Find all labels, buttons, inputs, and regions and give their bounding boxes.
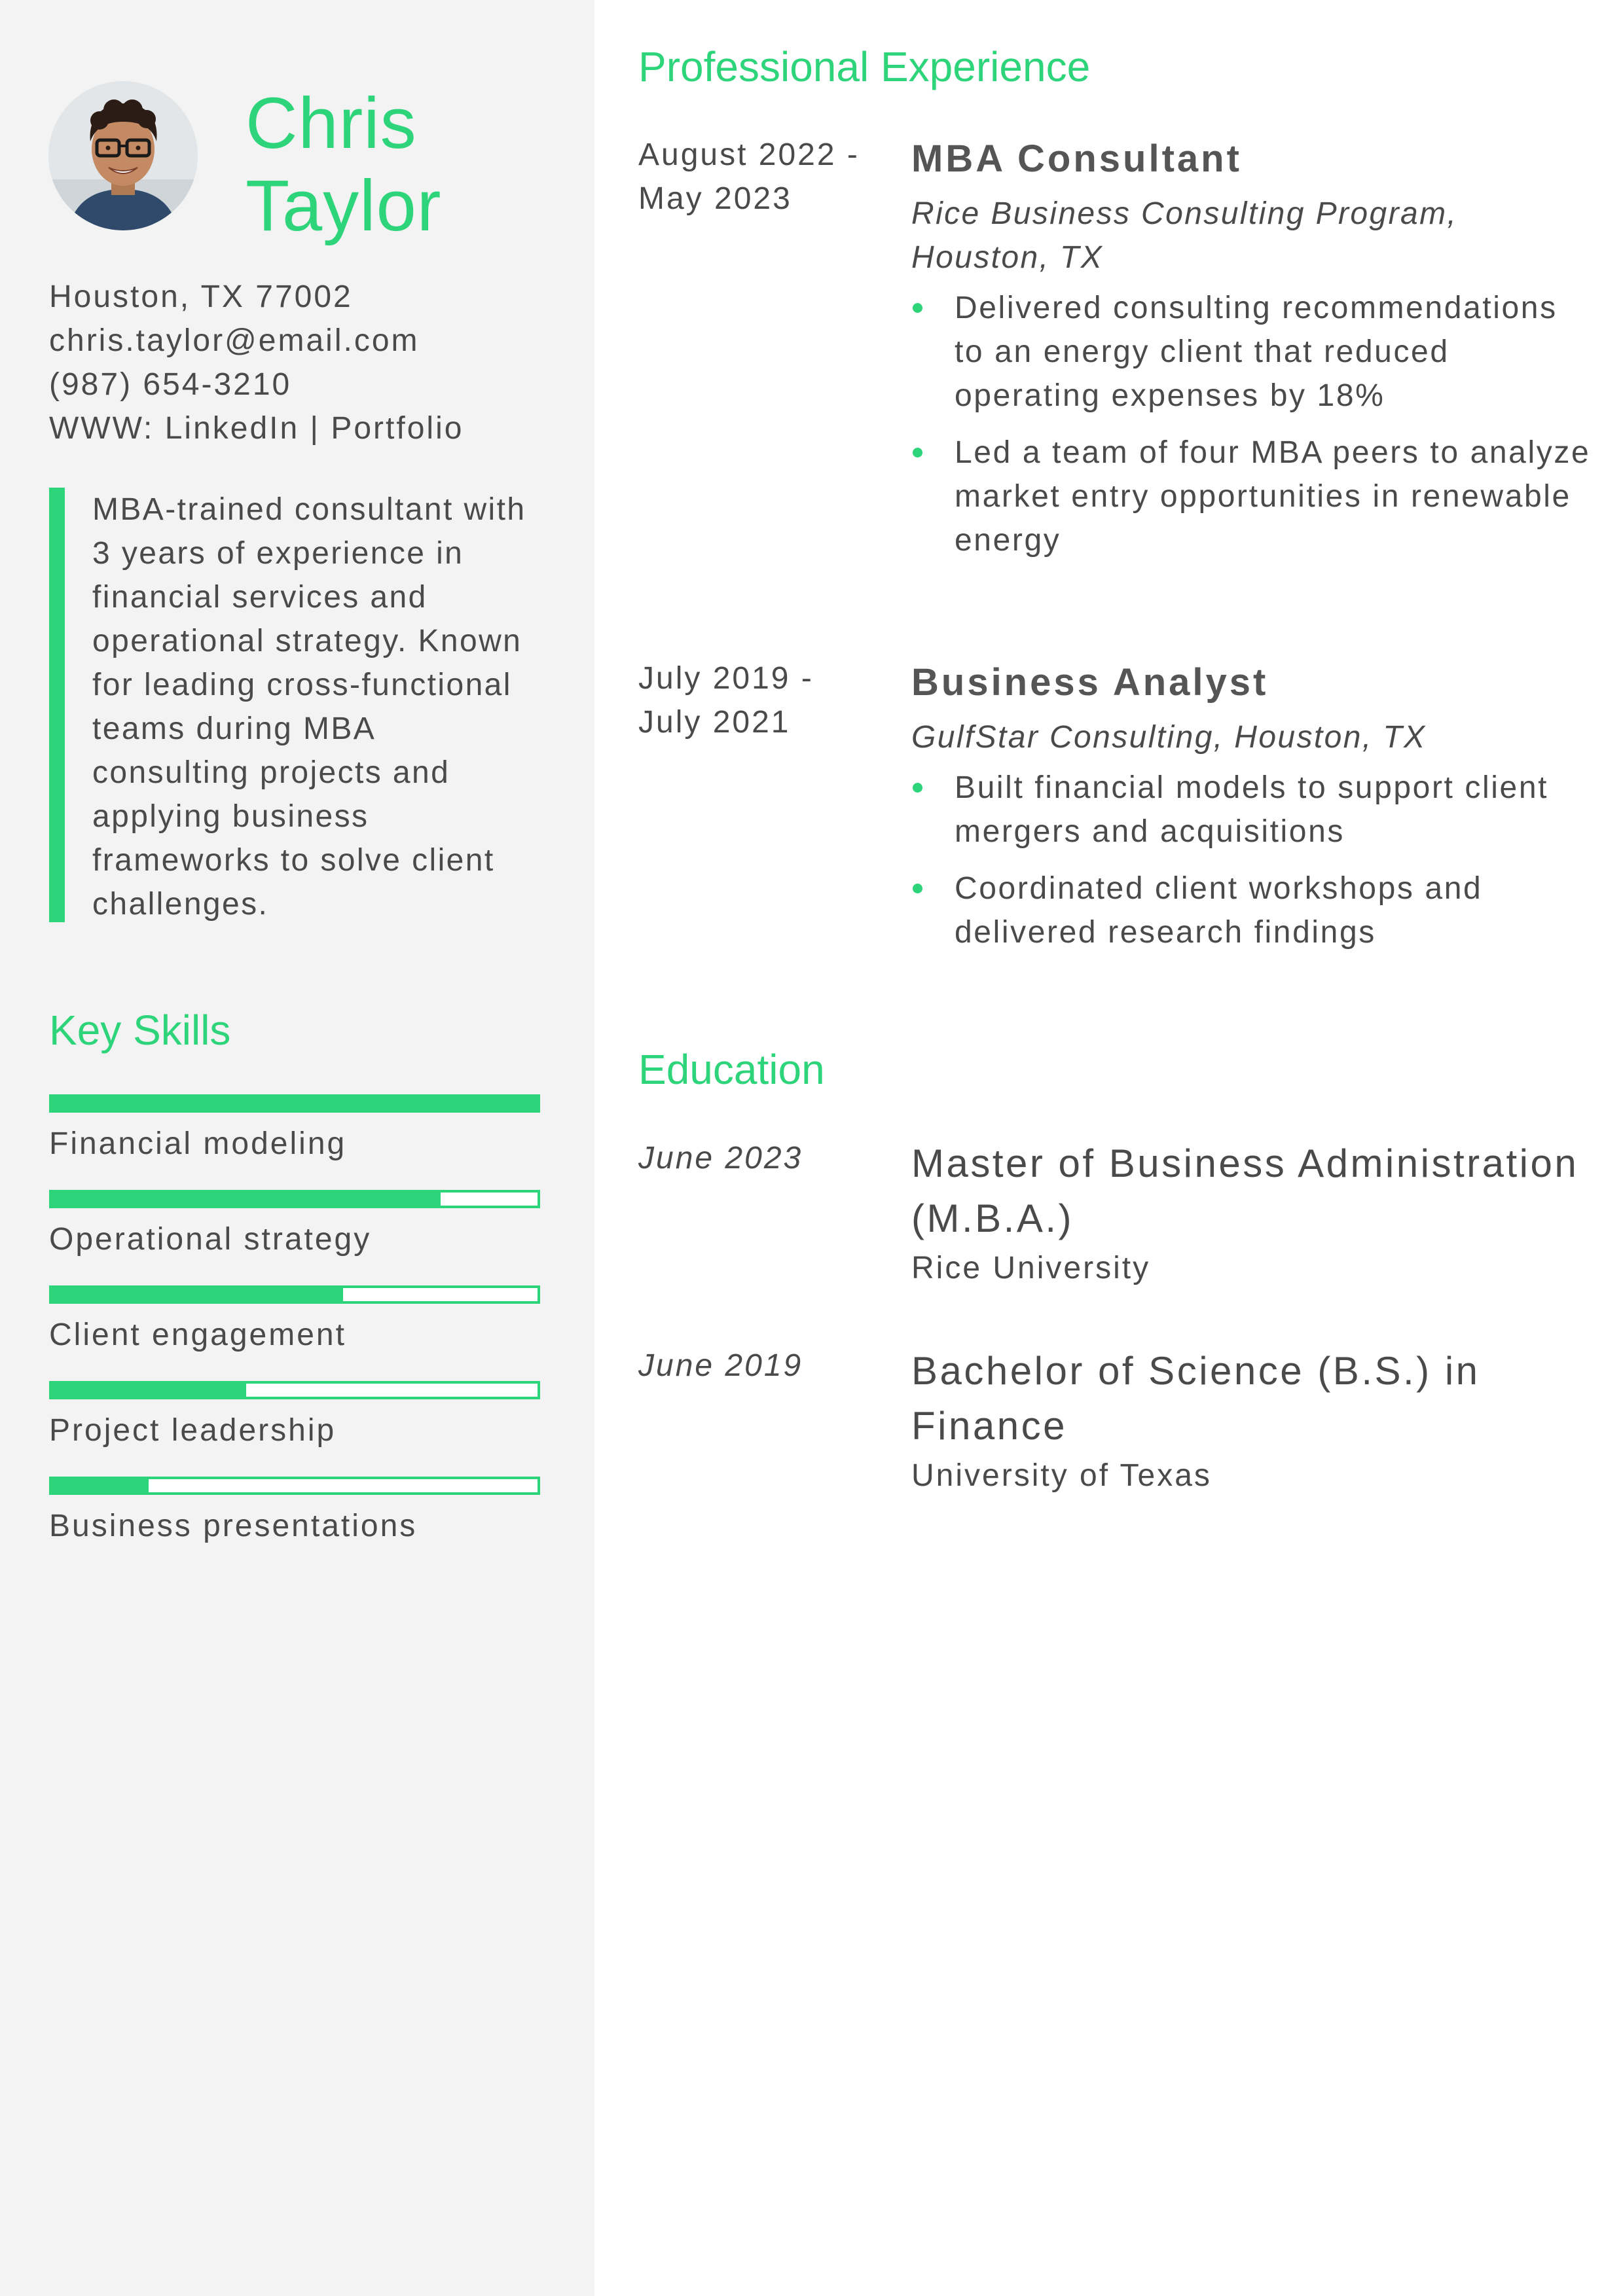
education-heading: Education — [638, 1046, 825, 1093]
first-name: Chris — [246, 83, 417, 164]
job-bullets — [911, 766, 1594, 954]
skill-level-fill — [52, 1097, 538, 1110]
job-date: July 2019 - July 2021 — [638, 661, 814, 740]
experience-heading: Professional Experience — [638, 43, 1091, 90]
education-date: June 2019 — [638, 1348, 803, 1383]
skill-level-fill — [52, 1193, 441, 1206]
email[interactable]: chris.taylor@email.com — [49, 323, 420, 358]
sidebar — [0, 0, 594, 2296]
list-item — [911, 766, 1594, 853]
education-body — [911, 1344, 1594, 1498]
bullet-dot-icon — [913, 884, 922, 893]
summary-block — [49, 488, 562, 922]
skill-level-bar — [49, 1094, 540, 1113]
profile-photo-icon — [48, 81, 198, 230]
contact-info — [49, 275, 464, 450]
list-item — [911, 867, 1594, 954]
job-body — [911, 133, 1594, 575]
main-content — [594, 0, 1623, 2296]
skill-item — [49, 1477, 540, 1572]
skill-level-bar — [49, 1285, 540, 1304]
skill-label: Financial modeling — [49, 1126, 347, 1161]
job-date: August 2022 - May 2023 — [638, 137, 860, 216]
school: University of Texas — [911, 1458, 1212, 1493]
list-item — [911, 431, 1594, 562]
skill-label: Client engagement — [49, 1318, 346, 1352]
skill-item — [49, 1381, 540, 1477]
school: Rice University — [911, 1251, 1151, 1285]
summary-text: MBA-trained consultant with 3 years of experience in financial services and operational strategy. Known for leading cross-functional teams during MBA consulting projects and applying business frameworks to solve client challenges. — [92, 492, 526, 922]
skill-level-fill — [52, 1384, 246, 1397]
skill-level-bar — [49, 1477, 540, 1495]
skills-heading: Key Skills — [49, 1007, 231, 1054]
skill-level-bar — [49, 1381, 540, 1399]
degree: Master of Business Administration (M.B.A.) — [911, 1141, 1579, 1240]
web-links[interactable]: WWW: LinkedIn | Portfolio — [49, 411, 464, 446]
bullet-text: Led a team of four MBA peers to analyze market entry opportunities in renewable energy — [955, 435, 1591, 558]
bullet-dot-icon — [913, 448, 922, 457]
phone: (987) 654-3210 — [49, 367, 292, 402]
job-company: GulfStar Consulting, Houston, TX — [911, 720, 1427, 755]
bullet-dot-icon — [913, 303, 922, 313]
bullet-dot-icon — [913, 783, 922, 793]
person-name — [246, 82, 441, 247]
location: Houston, TX 77002 — [49, 279, 353, 314]
job-bullets — [911, 286, 1594, 562]
skill-level-bar — [49, 1190, 540, 1208]
skill-label: Business presentations — [49, 1509, 418, 1543]
bullet-text: Delivered consulting recommendations to an energy client that reduced operating expenses by 18% — [955, 291, 1558, 413]
avatar — [48, 81, 198, 230]
skill-item — [49, 1190, 540, 1285]
skill-level-fill — [52, 1479, 149, 1492]
job-company: Rice Business Consulting Program, Houston, TX — [911, 196, 1458, 275]
bullet-text: Built financial models to support client mergers and acquisitions — [955, 770, 1549, 849]
skill-item — [49, 1285, 540, 1381]
job-title: MBA Consultant — [911, 137, 1242, 180]
bullet-text: Coordinated client workshops and delivered research findings — [955, 871, 1483, 950]
job-body — [911, 656, 1594, 967]
education-date: June 2023 — [638, 1141, 803, 1175]
last-name: Taylor — [246, 166, 442, 246]
degree: Bachelor of Science (B.S.) in Finance — [911, 1349, 1480, 1448]
skill-label: Project leadership — [49, 1413, 337, 1448]
education-body — [911, 1136, 1594, 1290]
job-title: Business Analyst — [911, 661, 1269, 704]
skill-item — [49, 1094, 540, 1190]
skills-list — [49, 1094, 540, 1572]
skill-label: Operational strategy — [49, 1222, 372, 1257]
list-item — [911, 286, 1594, 418]
skill-level-fill — [52, 1288, 343, 1301]
